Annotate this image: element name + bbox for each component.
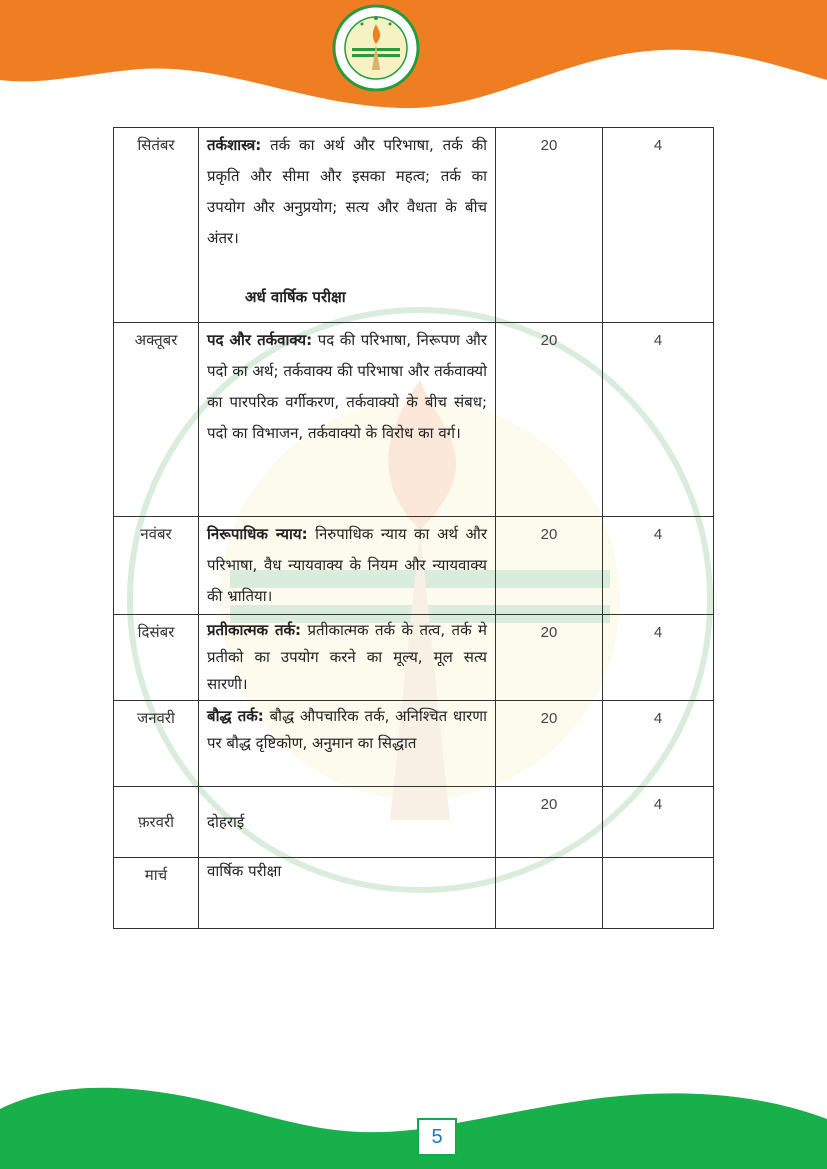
topic-text: दोहराई [207, 812, 245, 831]
topic-text: निरुपाधिक न्याय का अर्थ और परिभाषा, वैध न्यायवाक्य के नियम और न्यायवाक्य की भ्रातिया। [207, 525, 487, 605]
month-cell: दिसंबर [114, 615, 199, 701]
month-cell: अक्तूबर [114, 323, 199, 517]
topic-cell [199, 323, 496, 517]
board-seal-logo [332, 4, 420, 92]
topic-heading: पद और तर्कवाक्य: [207, 331, 313, 349]
value-cell: 4 [603, 787, 714, 858]
value-cell: 4 [603, 615, 714, 701]
value-cell: 4 [603, 517, 714, 615]
topic-heading: प्रतीकात्मक तर्क: [207, 621, 302, 639]
value-cell: 4 [603, 128, 714, 323]
topic-text: तर्क का अर्थ और परिभाषा, तर्क की प्रकृति और सीमा और इसका महत्व; तर्क का उपयोग और अनुप्रयोग; सत्य और वैधता के बीच अंतर। [207, 136, 487, 247]
value-cell [603, 858, 714, 929]
footer-wave [0, 1069, 827, 1169]
value-cell: 20 [496, 128, 603, 323]
topic-cell [199, 787, 496, 858]
month-cell: फ़रवरी [114, 787, 199, 858]
table-row [114, 615, 714, 701]
value-cell: 20 [496, 787, 603, 858]
topic-heading: बौद्ध तर्क: [207, 707, 264, 725]
month-cell: नवंबर [114, 517, 199, 615]
topic-text: वार्षिक परीक्षा [207, 862, 282, 880]
half-yearly-exam-note: अर्ध वार्षिक परीक्षा [245, 288, 346, 306]
topic-cell [199, 517, 496, 615]
page-number: 5 [417, 1118, 457, 1156]
topic-cell [199, 128, 496, 323]
value-cell: 20 [496, 615, 603, 701]
value-cell: 4 [603, 323, 714, 517]
table-row [114, 858, 714, 929]
value-cell [496, 858, 603, 929]
value-cell: 20 [496, 323, 603, 517]
month-cell: जनवरी [114, 701, 199, 787]
table-row [114, 128, 714, 323]
topic-cell [199, 701, 496, 787]
value-cell: 20 [496, 517, 603, 615]
table-row [114, 517, 714, 615]
table-row [114, 787, 714, 858]
topic-heading: निरूपाधिक न्याय: [207, 525, 308, 543]
table-row [114, 701, 714, 787]
topic-text: प्रतीकात्मक तर्क के तत्व, तर्क मे प्रतीको का उपयोग करने का मूल्य, मूल सत्य सारणी। [207, 621, 488, 693]
syllabus-table [113, 127, 714, 929]
topic-text: बौद्ध औपचारिक तर्क, अनिश्चित धारणा पर बौद्ध दृष्टिकोण, अनुमान का सिद्धात [207, 707, 487, 752]
topic-cell [199, 858, 496, 929]
value-cell: 4 [603, 701, 714, 787]
month-cell: मार्च [114, 858, 199, 929]
topic-heading: तर्कशास्त्र: [207, 136, 262, 154]
topic-text: पद की परिभाषा, निरूपण और पदो का अर्थ; तर्कवाक्य की परिभाषा और तर्कवाक्यो का पारपरिक वर्गीकरण, तर्कवाक्यो के बीच संबध; पदो का विभाजन, तर्कवाक्यो के विरोध का वर्ग। [207, 331, 487, 442]
value-cell: 20 [496, 701, 603, 787]
month-cell: सितंबर [114, 128, 199, 323]
table-row [114, 323, 714, 517]
topic-cell [199, 615, 496, 701]
